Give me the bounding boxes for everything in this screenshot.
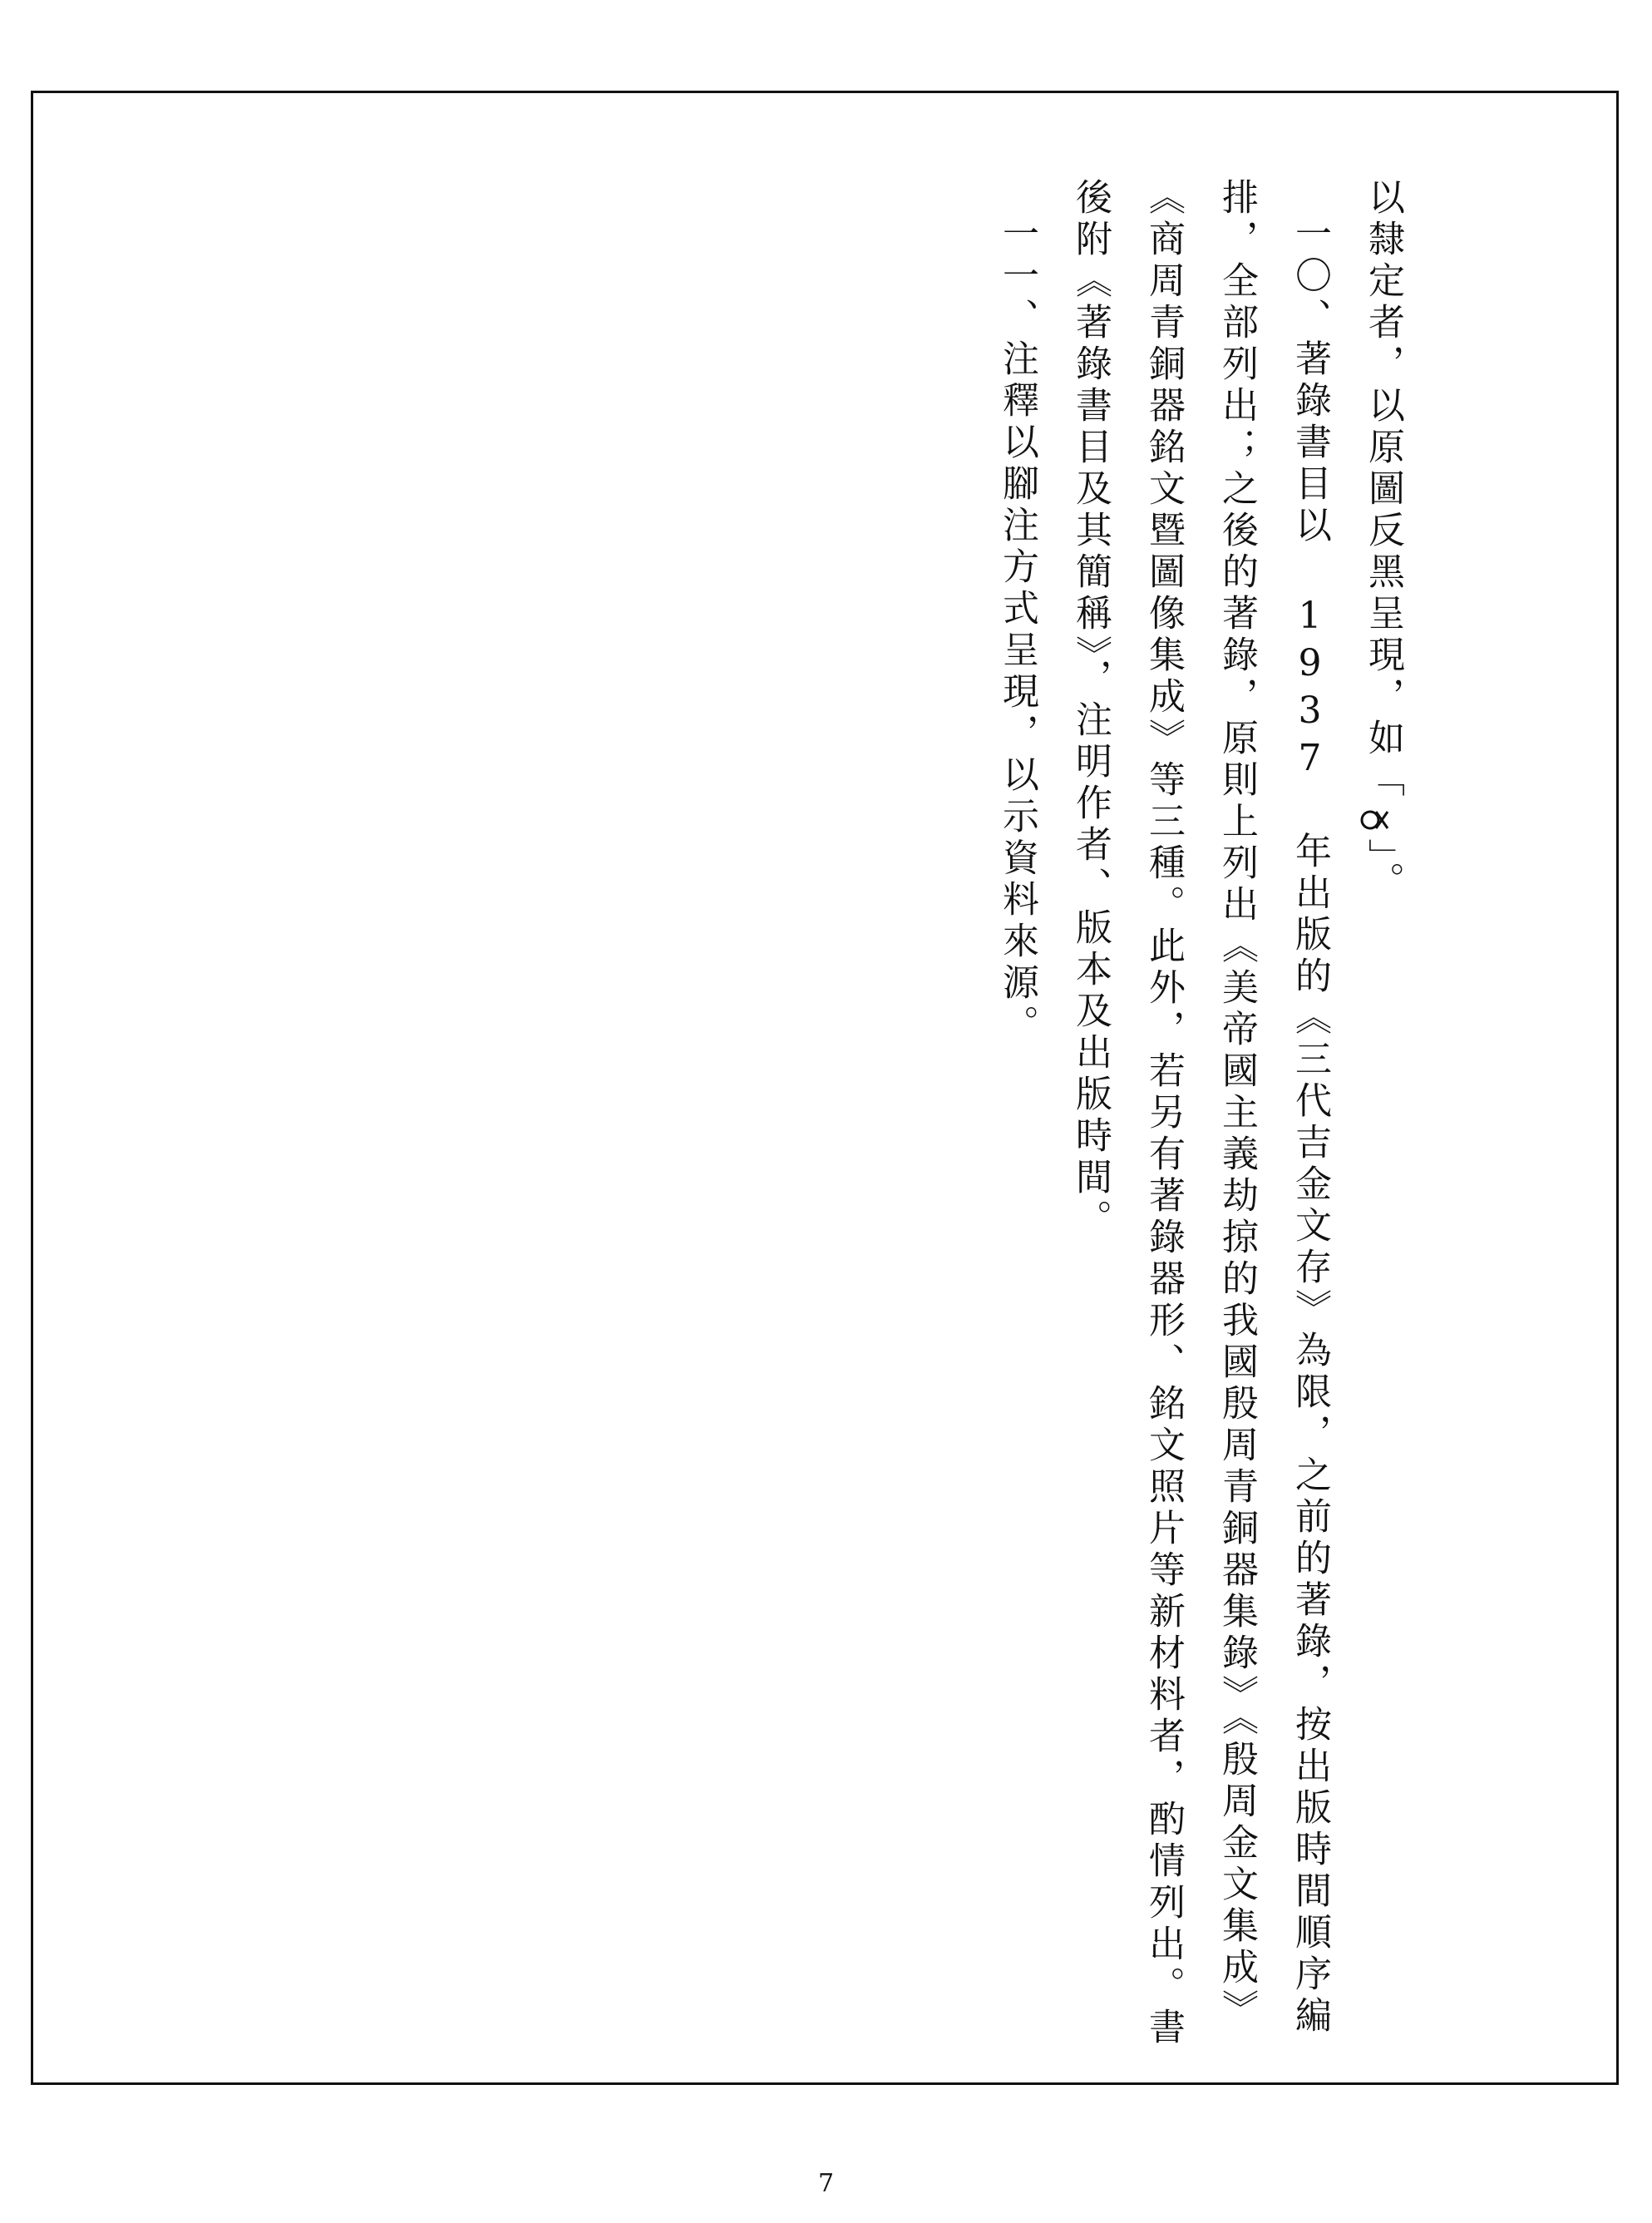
page-number: 7 [817,2169,835,2198]
paragraph-1-end: 」。 [1362,838,1404,903]
paragraph-1 [1346,178,1419,2066]
paragraph-2: 一〇、著錄書目以 1937 年出版的《三代吉金文存》為限，之前的著錄，按出版時間順序編排，全部列出；之後的著錄，原則上列出《美帝國主義劫掠的我國殷周青銅器集錄》《殷周金文集成》《商周青銅器銘文暨圖像集成》等三種。此外，若另有著錄器形、銘文照片等新材料者，酌情列出。書後附《著錄書目及其簡稱》，注明作者、版本及出版時間。 [1069,178,1331,2049]
paragraph-3: 一一、注釋以腳注方式呈現，以示資料來源。 [996,215,1038,1046]
paragraph-1-text: 以隸定者，以原圖反黑呈現，如「 [1362,178,1404,802]
body-text [980,178,1419,2066]
reversed-black-glyph-icon [1374,802,1411,838]
